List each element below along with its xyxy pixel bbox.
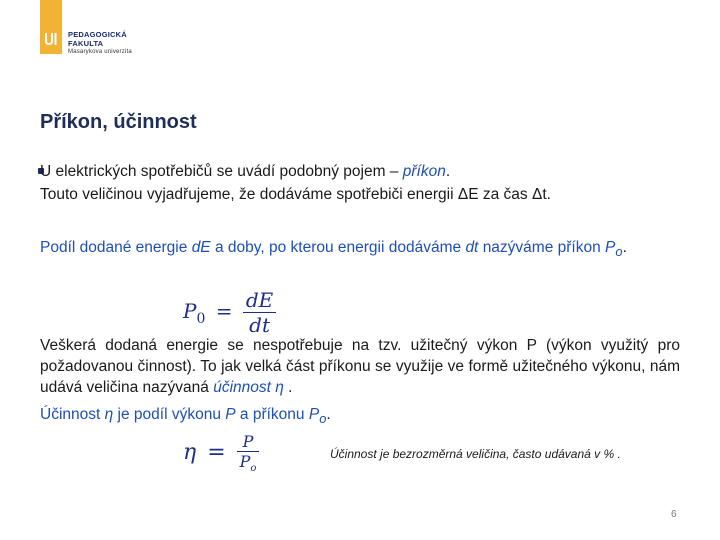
paragraph-ucinnost-definition: [40, 404, 680, 429]
para5-text-a: Účinnost: [40, 406, 101, 423]
paragraph-prikon-definition: [40, 237, 680, 262]
formula2-den-var: P: [239, 452, 251, 471]
formula1-fraction: [243, 288, 276, 337]
para4-end: .: [288, 379, 293, 396]
para1-prefix: U elektrických spotřebičů se uvádí podobný pojem –: [40, 163, 399, 180]
logo-line-2: FAKULTA: [68, 39, 104, 48]
formula1-denominator: dt: [243, 312, 276, 337]
para5-var-p: P: [225, 406, 236, 423]
para1-suffix: .: [445, 163, 451, 180]
para3-var-de: dE: [191, 239, 211, 256]
logo-line-3: Masarykova univerzita: [68, 49, 132, 55]
para3-var-p: P: [605, 239, 616, 256]
page-number: 6: [671, 509, 677, 520]
para4-term: účinnost η: [213, 379, 284, 396]
paragraph-ucinnost-intro: [40, 335, 680, 398]
para5-text-b: je podíl výkonu: [117, 406, 221, 423]
logo-line-1: PEDAGOGICKÁ: [68, 30, 127, 39]
para5-var-eta: η: [104, 406, 114, 423]
para3-end: .: [622, 239, 627, 256]
para1-term: příkon: [402, 163, 446, 180]
para5-var-po: P: [308, 406, 320, 423]
para3-var-dt: dt: [465, 239, 479, 256]
paragraph-energy-time: Touto veličinou vyjadřujeme, že dodáváme spotřebiči energii ΔE za čas Δt.: [40, 186, 551, 203]
dimensionless-note: Účinnost je bezrozměrná veličina, často udávaná v % .: [330, 447, 621, 461]
slide-title: Příkon, účinnost: [40, 111, 197, 133]
para3-var-p-sub: o: [615, 244, 623, 260]
formula1-numerator: dE: [245, 288, 274, 312]
para5-var-po-sub: o: [319, 411, 327, 427]
paragraph-prikon-intro: [40, 161, 680, 182]
formula1-lhs-sub: 0: [196, 311, 206, 327]
university-logo-icon: [42, 30, 60, 48]
formula2-lhs: η: [183, 440, 197, 466]
para4-text: Veškerá dodaná energie se nespotřebuje na tzv. užitečný výkon P (výkon využitý pro požadovanou činnost). To jak velká část příkonu se využije ve formě užitečného výkonu, nám udává veličina nazývaná: [40, 337, 680, 396]
para3-text-c: nazýváme příkon: [482, 239, 601, 256]
formula1-lhs: P: [183, 299, 197, 323]
logo-text: [68, 30, 132, 57]
para3-text-a: Podíl dodané energie: [40, 239, 188, 256]
formula1-equals: =: [215, 299, 233, 323]
para5-end: .: [326, 406, 331, 423]
para3-text-b: a doby, po kterou energii dodáváme: [214, 239, 462, 256]
formula2-den-sub: o: [250, 463, 257, 475]
formula2-denominator: [237, 451, 260, 474]
formula2-numerator: P: [242, 432, 254, 451]
formula-ucinnost: [183, 432, 259, 474]
formula-prikon: [183, 288, 276, 337]
formula2-equals: =: [207, 440, 226, 466]
para5-text-c: a příkonu: [239, 406, 305, 423]
formula2-fraction: [237, 432, 260, 474]
